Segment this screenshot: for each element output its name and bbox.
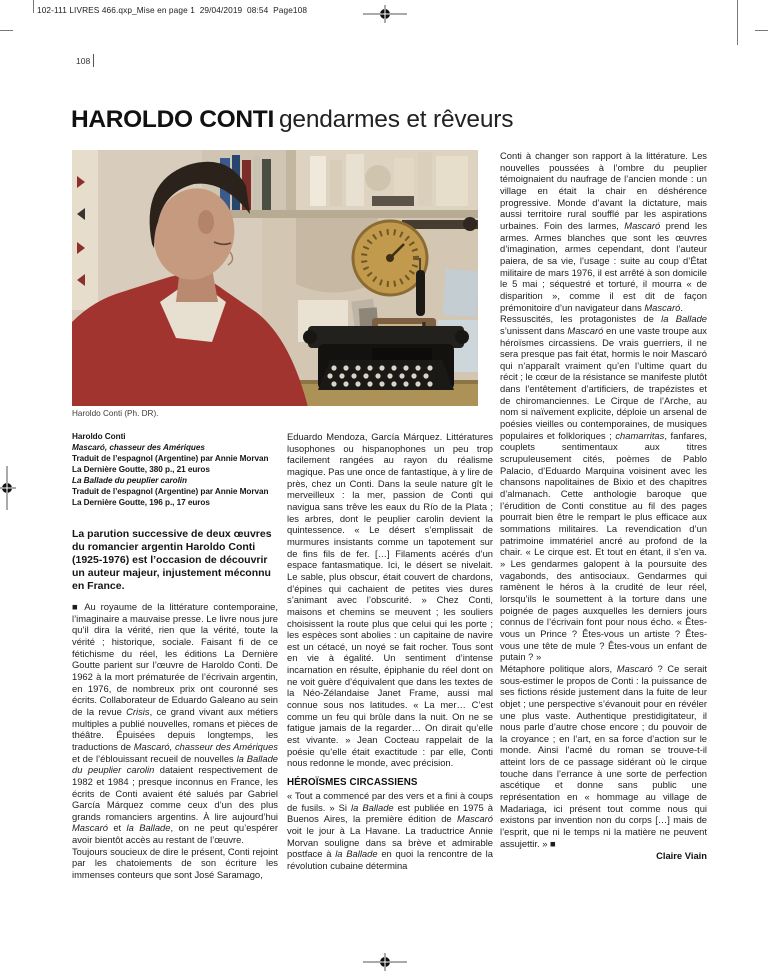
body-paragraph: Toujours soucieux de dire le présent, Conti rejoint par les chatoiements de son écriture les immenses conteurs que sont José Saramago, xyxy=(72,845,278,881)
photo-typewriter xyxy=(303,326,469,390)
article-title xyxy=(71,106,513,134)
body-paragraph: ■ Au royaume de la littérature contemporaine, l’imaginaire a mauvaise presse. Le livre nous jure qu’il dira la vérité, rien que la vérité, toute la vérité ; historique, sociale. Faisant fi de ce fétichisme du réel, les éditions La Dernière Goutte parient sur l’œuvre de Haroldo Conti. De 1962 à la mort prématurée de l’écrivain argentin, en 1976, de nombreux prix ont couronné ses écrits. Collaborateur de Eduardo Galeano au sein de la revue Crisis, ce grand vivant aux métiers multiples a publié nouvelles, romans et pièces de théâtre. Épuisées depuis longtemps, les traductions de Mascaró, chasseur des Amériques et de l’éblouissant recueil de nouvelles la Ballade du peuplier carolin dataient respectivement de 1982 et 1984 ; presque inconnus en France, les écrits de Conti avaient été salués par Gabriel García Márquez comme ceux d’un des plus grands romanciers argentins. À lire aujourd’hui Mascaró et la Ballade, on ne peut qu’espérer avoir bientôt accès au restant de l’œuvre. xyxy=(72,601,278,846)
registration-mark-icon xyxy=(0,466,17,510)
body-paragraph: Conti à changer son rapport à la littérature. Les nouvelles poussées à l’ombre du peuplier témoignaient du naufrage de l’ancien monde : un village en était la chair en déshérence progressive. Monde d’avant la dictature, mais aussi territoire rural soufflé par les aspirations urbaines. Foin des larmes, Mascaró prend les armes. Armes blanches que sont les œuvres d’imagination, armes cependant, dont l’auteur paiera, de sa vie, l’usage : suite au coup d’État militaire de mars 1976, il est arrêté à son domicile le 5 mai ; séquestré et torturé, il mourra « de disparition », comme il est dit de façon prémonitoire d’un navigateur dans Mascaró. xyxy=(500,150,708,313)
crop-mark-icon xyxy=(737,0,738,45)
biblio-line: La Dernière Goutte, 196 p., 17 euros xyxy=(72,498,210,507)
column-left xyxy=(72,431,278,881)
article-title-name: HAROLDO CONTI xyxy=(71,106,274,133)
body-paragraph: Eduardo Mendoza, García Márquez. Littératures lusophones ou hispanophones un peu trop facilement rangées au rayon du réalisme magique. Pas une once de fantastique, à y lire de près, chez un Conti. Dans la seule nature gît le merveilleux : la mer, passion de Conti qui navigua sans trêve les eaux du Río de la Plata ; les arbres, dont le peuplier carolin devient la quintessence. « Le désert s’emplissait de murmures insistants comme un tapotement sur de fins fils de fer. […] Filaments acérés d’un espace fantasmatique. Ici, le désert se nivelait. Le sable, plus obscur, était couvert de chardons, d’épines qui cachaient de petites vies dures s’animant avec l’obscurité. » Chez Conti, maisons et chemins se meuvent ; les souliers choisissent la route plus que celui qui les porte ; les espèces sont abolies : un capitaine de navire est un cétacé, un noyé se fait rocher. Tous sont en vie à égalité. Un sentiment d’intense incarnation en résulte, épiphanie du réel dont on ne voit guère d’équivalent que dans les textes de la Néo-Zélandaise Janet Frame, aussi mal connue sous nos latitudes. « La mer… C’est comme un feu qui brûle dans la nuit. On ne se fatigue jamais de la regarder… On dirait qu’elle est vivante. » Jean Cocteau rappelait de la poésie qu’elle était exactitude : par elle, Conti nous redonne le monde, avec précision. xyxy=(287,431,493,769)
biblio-line: La Dernière Goutte, 380 p., 21 euros xyxy=(72,465,210,474)
biblio-line: Traduit de l’espagnol (Argentine) par Annie Morvan xyxy=(72,454,269,463)
body-paragraph: Métaphore politique alors, Mascaró ? Ce serait sous-estimer le propos de Conti : la puissance de ses fictions réside justement dans la fuite de leur objet ; une perspective s’évanouit pour en révéler une plus vaste. Authentique prestidigitateur, il nous parle d’autre chose encore ; du pouvoir de la croyance ; en l’art, en sa force d’action sur le monde. Ainsi l’acmé du roman se trouve-t-il atteint lors de ce passage sidérant où le cirque touche dans l’errance à une sorte de perfection ascétique et donne sans public une représentation en « hommage au village de Madariaga, ici présent tout comme nous qui existons par invention non du corps […] mais de l’esprit, que ni le temps ni la matière ne peuvent assujettir. » ■ xyxy=(500,662,707,849)
crop-mark-icon xyxy=(0,30,13,31)
photo-caption: Haroldo Conti (Ph. DR). xyxy=(72,409,159,418)
biblio-line: Haroldo Conti xyxy=(72,432,126,441)
conti-photo xyxy=(72,150,478,406)
column-middle xyxy=(287,431,493,872)
body-paragraph: « Tout a commencé par des vers et a fini à coups de fusils. » Si la Ballade est publiée en 1975 à Buenos Aires, la première édition de Mascaró voit le jour à La Havane. La traductrice Annie Morvan souligne dans sa brève et admirable postface à la Ballade en quoi la rencontre de la révolution cubaine détermina xyxy=(287,790,493,871)
print-slug: 102-111 LIVRES 466.qxp_Mise en page 1 29/04/2019 08:54 Page108 xyxy=(37,5,308,15)
biblio-line: Mascaró, chasseur des Amériques xyxy=(72,443,205,452)
registration-mark-icon xyxy=(363,4,407,24)
section-heading: HÉROÏSMES CIRCASSIENS xyxy=(287,777,418,789)
crop-mark-icon xyxy=(755,30,768,31)
biblio-line: La Ballade du peuplier carolin xyxy=(72,476,187,485)
standfirst: La parution successive de deux œuvres du romancier argentin Haroldo Conti (1925-1976) est l’occasion de découvrir un auteur majeur, injustement méconnu en France. xyxy=(72,528,272,592)
body-paragraph: Ressuscités, les protagonistes de la Ballade s’unissent dans Mascaró en une vaste troupe aux héroïsmes circassiens. De vrais guerriers, il ne sera presque pas fait état, hormis le noir Mascaró qui n’apparaît vraiment qu’en l’ultime quart du récit ; le cœur de la résistance se manifeste plutôt dans l’entêtement d’artificiers, de trapézistes et de chiromanciennes. Le Cirque de l’Arche, au nom si naïvement explicite, déploie un arsenal de poésies vieilles ou contemporaines, de musiques populaires et folkloriques ; chamarritas, fanfares, couplets sentimentaux aux titres scrupuleusement cités, poèmes de Pablo Palacio, d’Eduardo Marquina voisinent avec les chansons napolitaines de Bixio et des chapitres d’almanach. Cette anthologie baroque que l’érudition de Conti constitue au fil des pages pourrait bien être le rempart le plus efficace aux sommations militaires. La revendication d’un patrimoine immatériel ancré au profond de la chair. « Le cirque est. Et tout en étant, il s’en va. » Les gendarmes galopent à la poursuite des vagabonds, des antisociaux. Gendarmes qui ramènent le héros à la crudité de leur réel, lorsqu’ils le soumettent à la torture dans une poignée de pages auxquelles les derniers jours connus de l’écrivain font pour nous écho. « Êtes-vous un Prince ? Êtes-vous un artiste ? Êtes-vous une tête de mule ? Êtes-vous un enfant de putain ? » xyxy=(500,313,707,663)
biblio-line: Traduit de l’espagnol (Argentine) par Annie Morvan xyxy=(72,487,269,496)
crop-mark-icon xyxy=(33,0,34,13)
column-right xyxy=(500,150,707,861)
article-title-subtitle: gendarmes et rêveurs xyxy=(278,106,514,133)
folio-rule xyxy=(93,54,94,67)
page-number: 108 xyxy=(76,56,91,66)
author-signature: Claire Viain xyxy=(656,850,707,862)
registration-mark-icon xyxy=(363,952,407,972)
photo-wallpaper xyxy=(72,150,98,310)
conti-photo-illustration xyxy=(72,150,478,406)
